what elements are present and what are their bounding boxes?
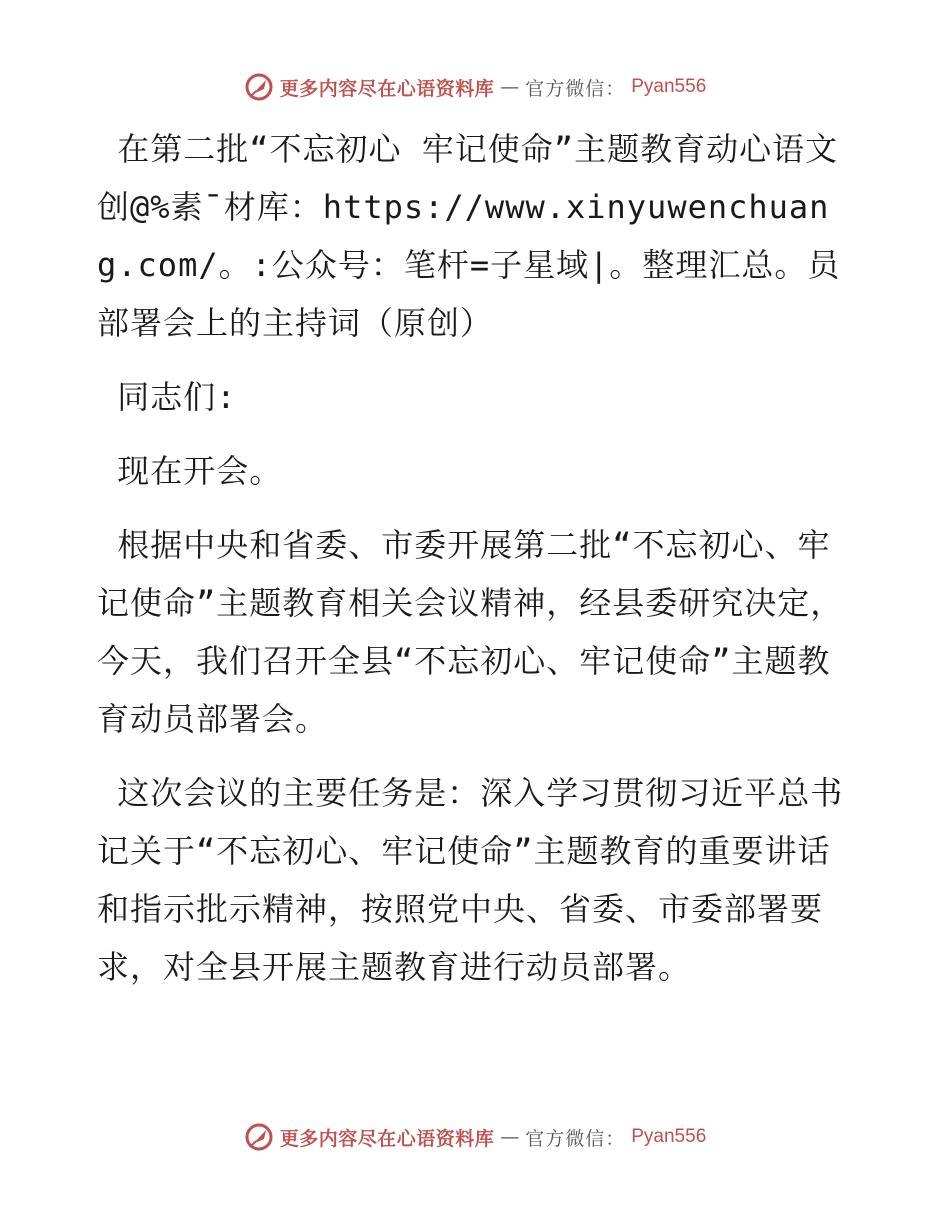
banner-separator: — — [500, 76, 520, 98]
banner-account: Pyan556 — [631, 1126, 707, 1147]
footer-banner — [0, 1122, 950, 1152]
banner-text: 更多内容尽在心语资料库 — [279, 77, 495, 100]
paragraph-background: 根据中央和省委、市委开展第二批“不忘初心、牢记使命”主题教育相关会议精神，经县委研究决定，今天，我们召开全县“不忘初心、牢记使命”主题教育动员部署会。 — [97, 526, 844, 738]
quill-logo-icon — [244, 72, 274, 102]
banner-separator: — — [500, 1126, 520, 1148]
header-banner — [0, 72, 950, 102]
paragraph-salutation: 同志们: — [97, 378, 237, 416]
banner-text: 更多内容尽在心语资料库 — [279, 1127, 495, 1150]
paragraph-task: 这次会议的主要任务是：深入学习贯彻习近平总书记关于“不忘初心、牢记使命”主题教育的重要讲话和指示批示精神，按照党中央、省委、市委部署要求，对全县开展主题教育进行动员部署。 — [97, 774, 844, 986]
banner-wechat-label: 官方微信： — [525, 77, 626, 100]
document-body — [97, 120, 857, 1012]
paragraph-title: 在第二批“不忘初心 牢记使命”主题教育动心语文创@%素¯材库：https://www.xinyuwenchuang.com/。:公众号：笔杆=子星域|。整理汇总。员部署会上的主持词（原创） — [97, 130, 841, 342]
quill-logo-icon — [244, 1122, 274, 1152]
banner-account: Pyan556 — [631, 76, 707, 97]
paragraph-opening: 现在开会。 — [97, 452, 283, 490]
banner-wechat-label: 官方微信： — [525, 1127, 626, 1150]
